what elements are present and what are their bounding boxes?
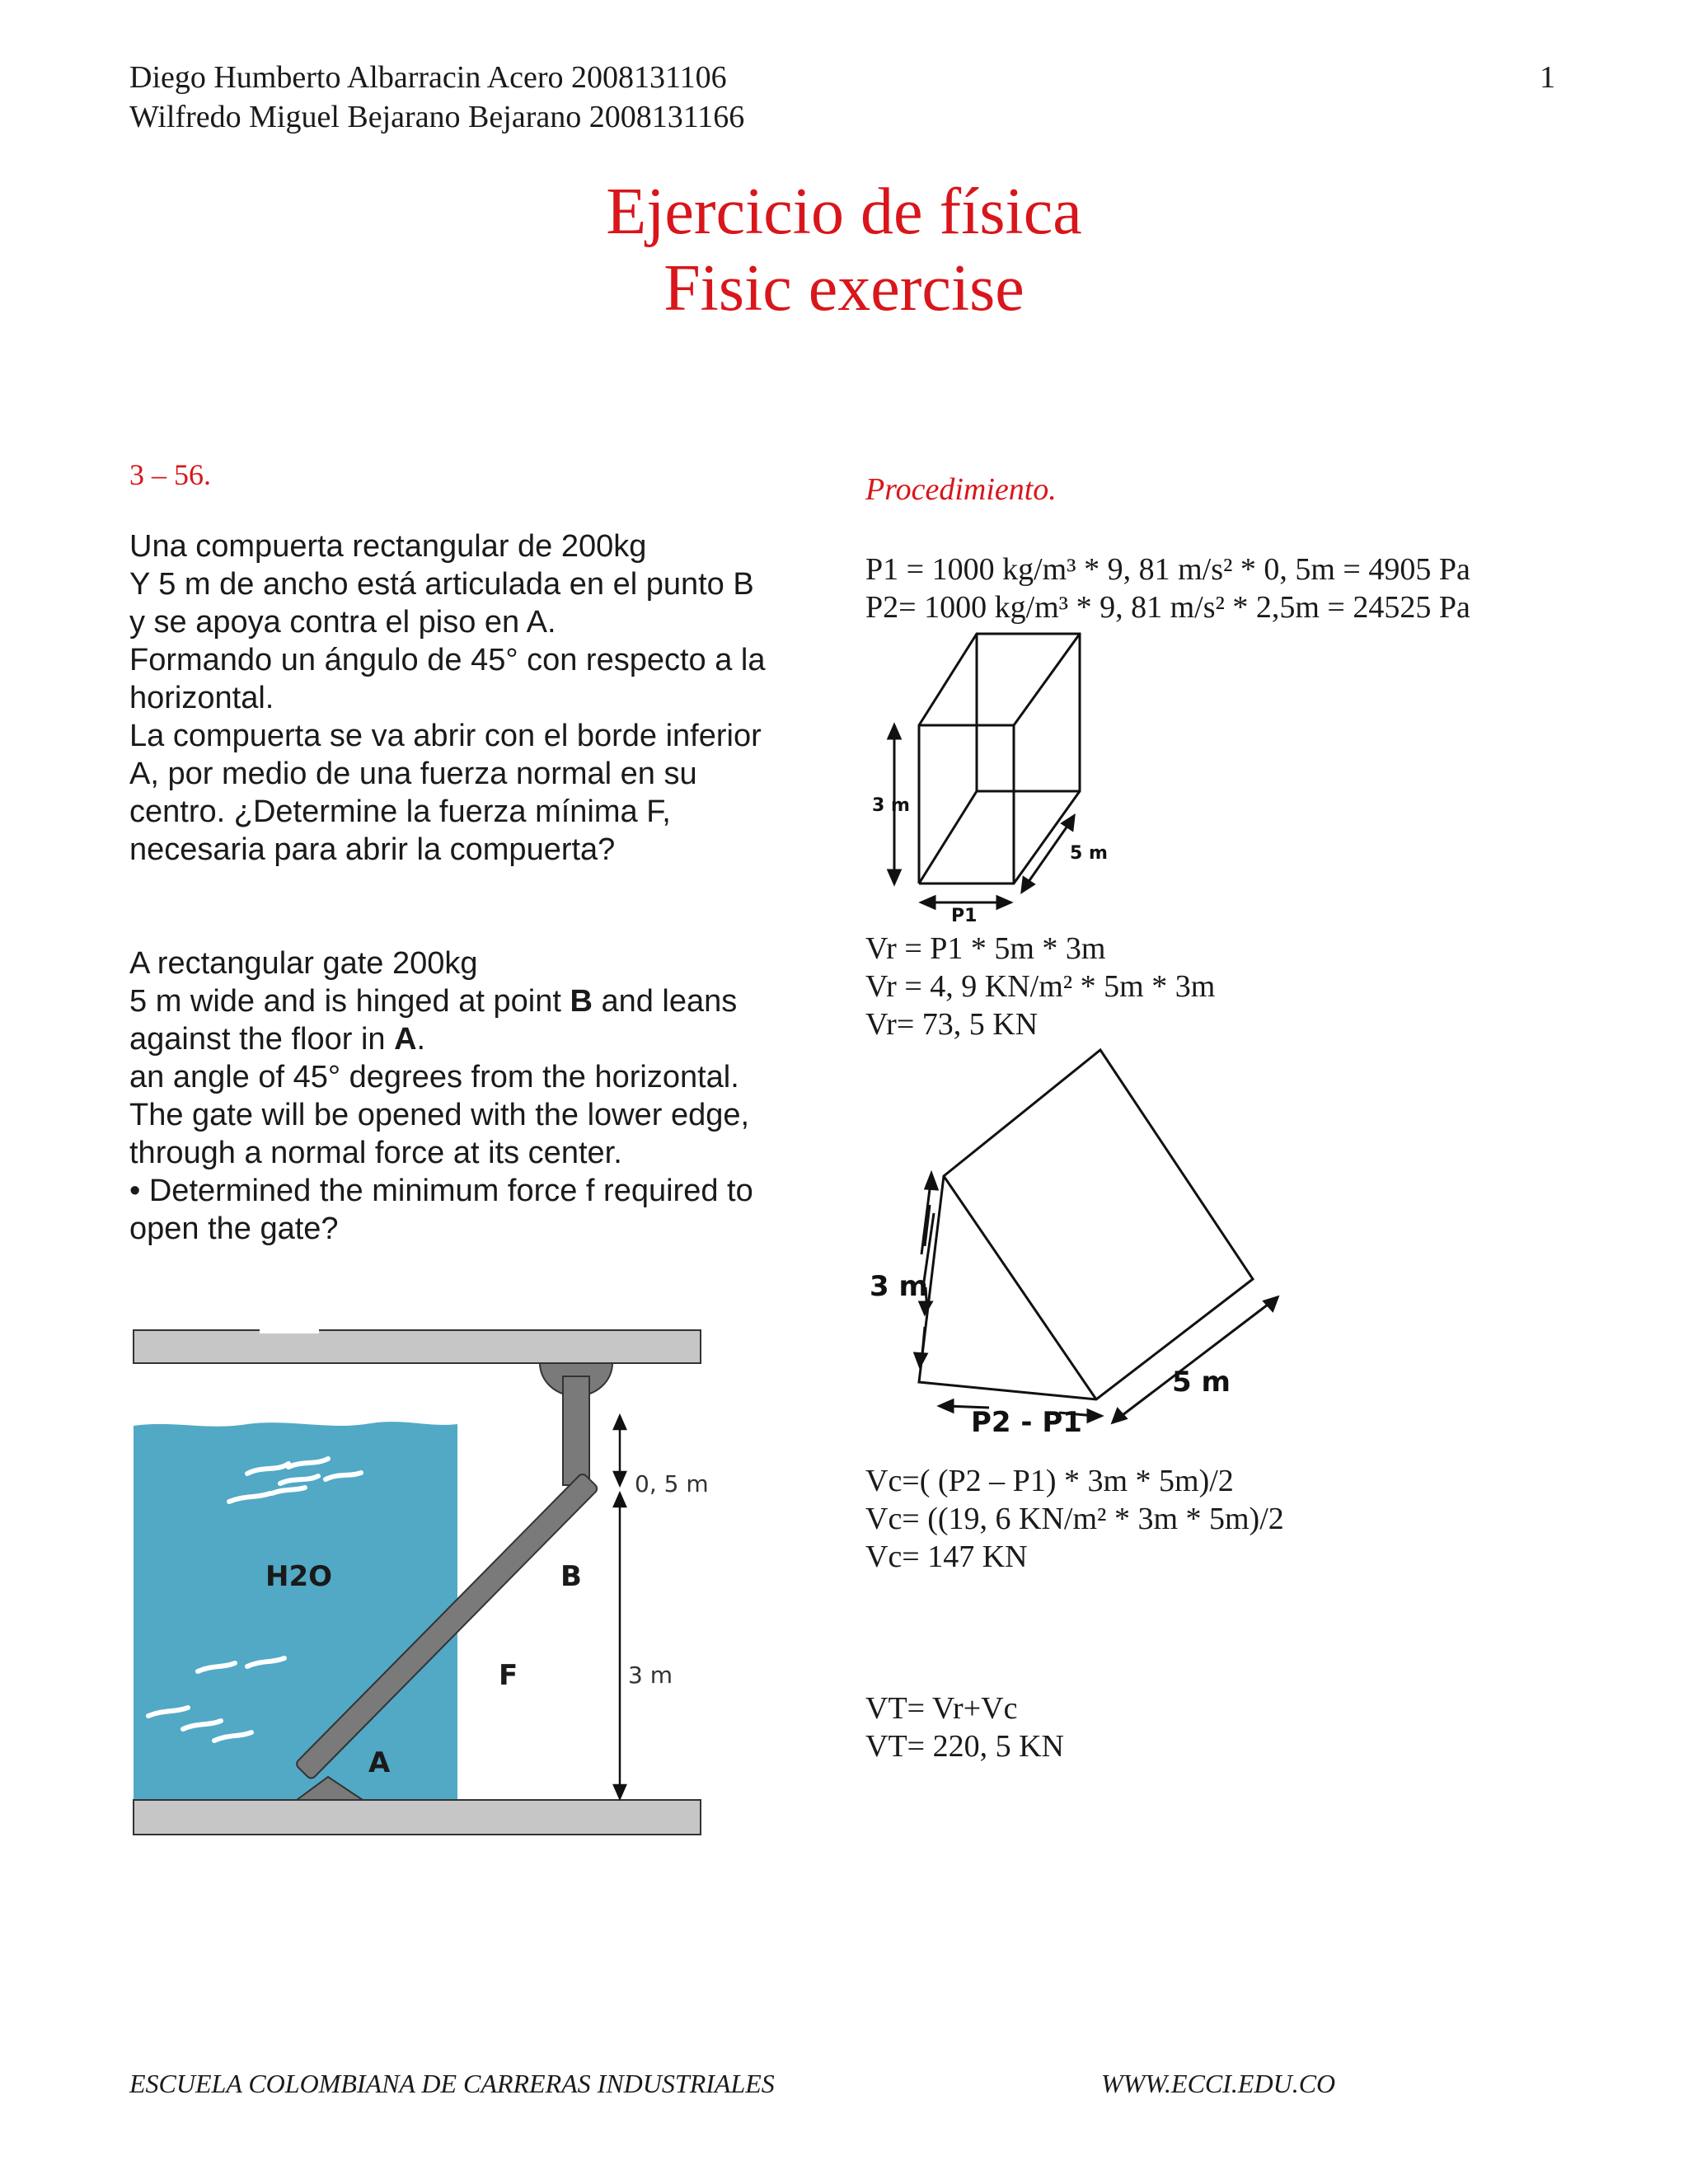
floor-point-label: A — [368, 1746, 391, 1779]
spanish-line: y se apoya contra el piso en A. — [129, 605, 556, 640]
vt-line-1: VT= Vr+Vc — [865, 1691, 1018, 1726]
box-height-label: 3 m — [872, 795, 910, 816]
english-line — [129, 982, 830, 1020]
dimension-lines — [614, 1416, 626, 1798]
box-arrows — [889, 725, 1074, 908]
wedge-height-label: 3 m — [870, 1270, 928, 1303]
spanish-line: Y 5 m de ancho está articulada en el punto B — [129, 567, 754, 602]
pressure-wedge-diagram — [849, 1040, 1311, 1452]
page-title-spanish: Ejercicio de física — [606, 176, 1082, 248]
hinge-label: B — [560, 1560, 582, 1593]
vr-line-3: Vr= 73, 5 KN — [865, 1007, 1039, 1042]
wedge-width-label: 5 m — [1172, 1366, 1231, 1399]
english-text: against the floor in — [129, 1022, 395, 1057]
pressure-p1: P1 = 1000 kg/m³ * 9, 81 m/s² * 0, 5m = 4905 Pa — [865, 552, 1470, 587]
hinge-post — [563, 1376, 589, 1485]
box-edges — [919, 634, 1080, 883]
english-text: and leans — [592, 984, 738, 1019]
spanish-line: Una compuerta rectangular de 200kg — [129, 529, 647, 564]
english-line: • Determined the minimum force f required to — [129, 1174, 753, 1208]
page-number: 1 — [1540, 60, 1555, 95]
english-line — [129, 1020, 830, 1058]
english-line: an angle of 45° degrees from the horizontal. — [129, 1060, 739, 1094]
wedge-base-label: P2 - P1 — [971, 1406, 1082, 1439]
spanish-line: Formando un ángulo de 45° con respecto a la — [129, 643, 766, 677]
pressure-p2: P2= 1000 kg/m³ * 9, 81 m/s² * 2,5m = 24525 Pa — [865, 590, 1470, 625]
spanish-line: centro. ¿Determine la fuerza mínima F, — [129, 794, 671, 829]
point-a-label: A — [394, 1022, 417, 1057]
dim-label-main: 3 m — [628, 1661, 673, 1689]
ceiling-slab — [134, 1330, 701, 1363]
english-text: . — [416, 1022, 426, 1057]
footer-school: ESCUELA COLOMBIANA DE CARRERAS INDUSTRIALES — [129, 2069, 775, 2098]
problem-statement-spanish — [129, 527, 830, 869]
vc-line-2: Vc= ((19, 6 KN/m² * 3m * 5m)/2 — [865, 1502, 1284, 1536]
vc-line-3: Vc= 147 KN — [865, 1540, 1028, 1574]
water-label: H2O — [265, 1560, 333, 1593]
author-line-1: Diego Humberto Albarracin Acero 2008131106 — [129, 60, 727, 95]
point-b-label: B — [570, 984, 593, 1019]
vc-line-1: Vc=( (P2 – P1) * 3m * 5m)/2 — [865, 1464, 1234, 1498]
page-title-english: Fisic exercise — [663, 252, 1025, 325]
procedure-title: Procedimiento. — [865, 472, 1057, 507]
vt-line-2: VT= 220, 5 KN — [865, 1729, 1064, 1764]
spanish-line: necesaria para abrir la compuerta? — [129, 832, 616, 867]
spanish-line: A, por medio de una fuerza normal en su — [129, 757, 697, 791]
gate-diagram — [124, 1310, 717, 1854]
spanish-line: La compuerta se va abrir con el borde inferior — [129, 719, 762, 753]
vr-line-2: Vr = 4, 9 KN/m² * 5m * 3m — [865, 969, 1216, 1004]
spanish-line: horizontal. — [129, 681, 274, 715]
box-width-label: 5 m — [1070, 843, 1108, 864]
author-line-2: Wilfredo Miguel Bejarano Bejarano 2008131166 — [129, 100, 745, 134]
floor-slab — [134, 1800, 701, 1835]
problem-statement-english — [129, 944, 830, 1248]
force-label: F — [499, 1659, 518, 1692]
english-text: 5 m wide and is hinged at point — [129, 984, 570, 1019]
slab-notch — [260, 1324, 319, 1333]
problem-number: 3 – 56. — [129, 458, 211, 491]
english-line: A rectangular gate 200kg — [129, 946, 478, 981]
dim-label-top: 0, 5 m — [635, 1470, 709, 1497]
vr-line-1: Vr = P1 * 5m * 3m — [865, 931, 1106, 966]
english-line: open the gate? — [129, 1212, 339, 1246]
footer-website-link[interactable]: WWW.ECCI.EDU.CO — [1101, 2069, 1336, 2098]
pressure-box-diagram — [849, 628, 1129, 926]
english-line: The gate will be opened with the lower edge, — [129, 1098, 750, 1132]
english-line: through a normal force at its center. — [129, 1136, 622, 1170]
wedge-edges — [919, 1050, 1253, 1399]
box-base-label: P1 — [951, 906, 978, 926]
